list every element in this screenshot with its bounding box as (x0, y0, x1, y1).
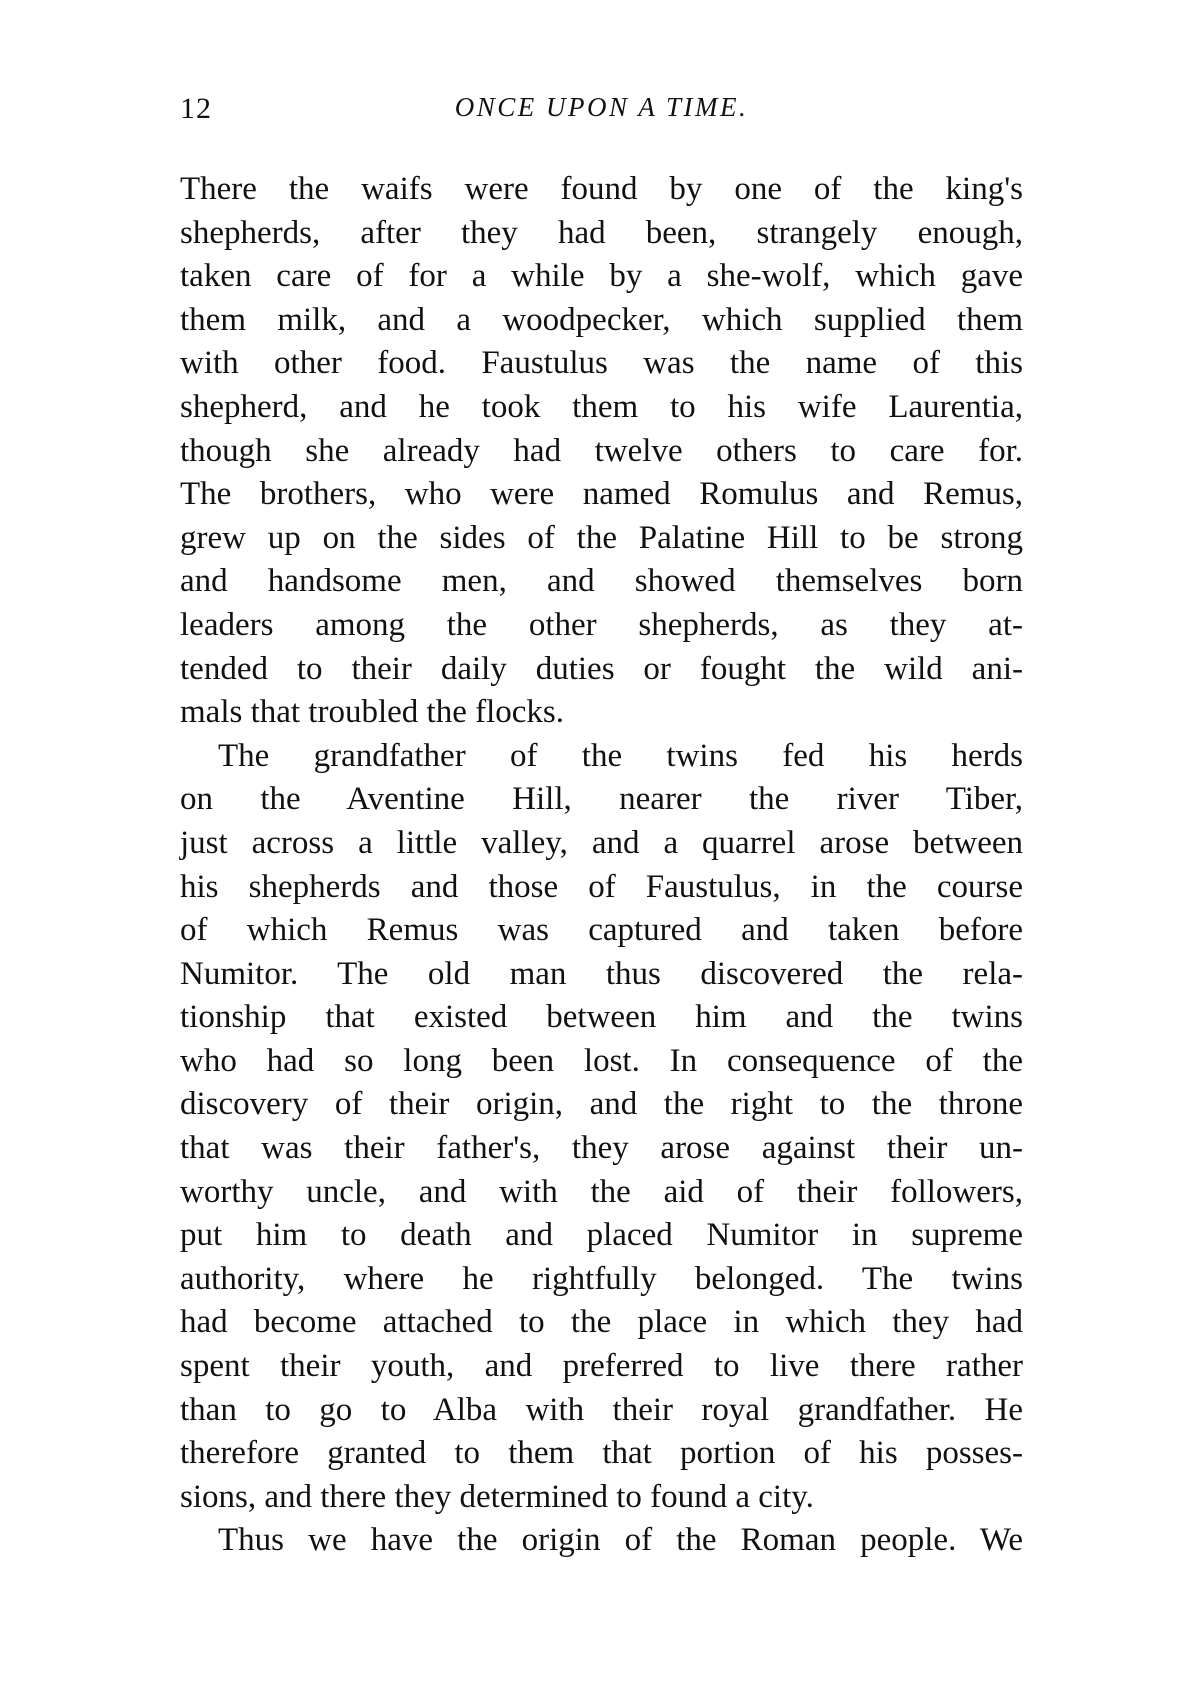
text-line: sions, and there they determined to found a city. (180, 1478, 814, 1515)
text-line: Thus we have the origin of the Roman people. We (218, 1522, 1023, 1559)
text-line: just across a little valley, and a quarrel arose between (180, 824, 1023, 861)
text-line: therefore granted to them that portion of his posses- (180, 1435, 1023, 1472)
text-line: There the waifs were found by one of the king's (180, 171, 1023, 207)
text-line: of which Remus was captured and taken before (180, 912, 1023, 949)
text-line: authority, where he rightfully belonged. The twins (180, 1260, 1023, 1297)
page-number: 12 (180, 92, 212, 125)
body-text (180, 168, 1023, 1563)
text-line: The brothers, who were named Romulus and Remus, (180, 476, 1023, 513)
text-line: taken care of for a while by a she-wolf, which gave (180, 258, 1023, 295)
text-line: on the Aventine Hill, nearer the river Tiber, (180, 781, 1023, 818)
text-line: tionship that existed between him and the twins (180, 999, 1023, 1036)
text-line: who had so long been lost. In consequence of the (180, 1042, 1023, 1079)
text-line: his shepherds and those of Faustulus, in the course (180, 868, 1023, 905)
text-line: that was their father's, they arose against their un- (180, 1130, 1023, 1167)
running-head (180, 92, 1023, 136)
text-line: had become attached to the place in which they had (180, 1304, 1023, 1341)
text-line: though she already had twelve others to care for. (180, 432, 1023, 469)
text-line: grew up on the sides of the Palatine Hill to be strong (180, 519, 1023, 556)
text-line: leaders among the other shepherds, as they at- (180, 606, 1023, 643)
text-line: mals that troubled the flocks. (180, 694, 564, 731)
text-line: worthy uncle, and with the aid of their followers, (180, 1173, 1023, 1210)
text-line: shepherd, and he took them to his wife Laurentia, (180, 388, 1023, 425)
text-line: tended to their daily duties or fought the wild ani- (180, 650, 1023, 687)
text-line: them milk, and a woodpecker, which supplied them (180, 301, 1023, 338)
text-line: The grandfather of the twins fed his herds (218, 737, 1023, 774)
text-line: put him to death and placed Numitor in supreme (180, 1217, 1023, 1254)
text-line: Numitor. The old man thus discovered the rela- (180, 955, 1023, 992)
text-line: and handsome men, and showed themselves born (180, 563, 1023, 600)
text-line: shepherds, after they had been, strangely enough, (180, 214, 1023, 251)
text-line: spent their youth, and preferred to live there rather (180, 1348, 1023, 1385)
text-line: than to go to Alba with their royal grandfather. He (180, 1391, 1023, 1428)
text-line: discovery of their origin, and the right to the throne (180, 1086, 1023, 1123)
running-title: ONCE UPON A TIME. (454, 92, 749, 122)
text-line: with other food. Faustulus was the name of this (180, 345, 1023, 382)
